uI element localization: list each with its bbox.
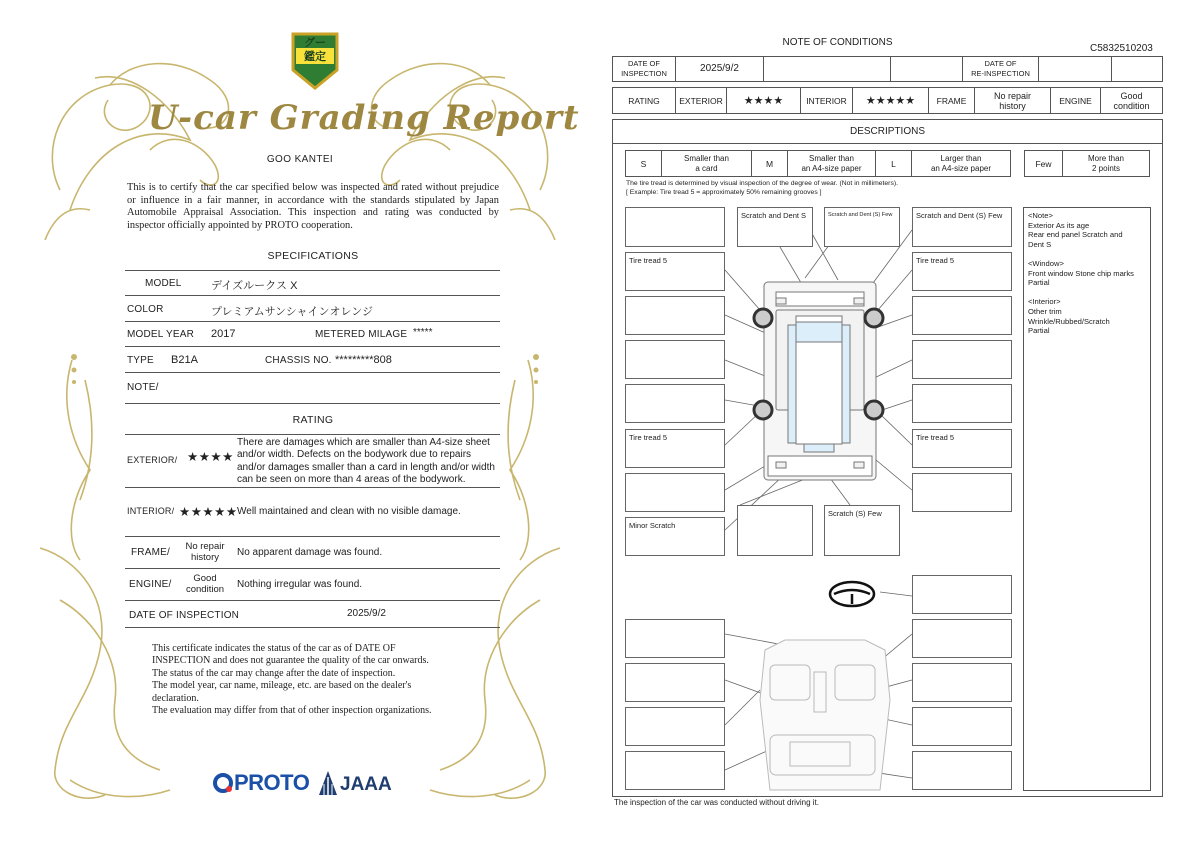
description-box xyxy=(912,340,1012,379)
color-value: プレミアムサンシャインオレンジ xyxy=(211,306,373,318)
footer-line: The model year, car name, mileage, etc. are based on the dealer's xyxy=(152,680,412,692)
descriptions-heading: DESCRIPTIONS xyxy=(612,119,1163,144)
rating-row-engine xyxy=(125,569,500,601)
certificate-footer xyxy=(152,643,497,717)
sheet-code: C5832510203 xyxy=(1090,43,1153,54)
certificate-intro: This is to certify that the car specified below was inspected and rated without prejudice or influence in a fair manner, in accordance with the standards stipulated by Japan Automobile Appraisal Association. This inspection and rating was conducted by inspector officially appointed by PROTO cooperation. xyxy=(127,182,499,231)
box-text: Tire tread 5 xyxy=(916,256,955,265)
chassis-label: CHASSIS NO. xyxy=(265,355,332,366)
description-box xyxy=(737,505,813,556)
frame-label: FRAME/ xyxy=(131,547,170,558)
footer-line: The status of the car may change after the date of inspection. xyxy=(152,667,396,679)
note-line: Dent S xyxy=(1028,239,1052,249)
interior-label: INTERIOR/ xyxy=(127,506,175,516)
frame-value: No repair history xyxy=(185,541,225,563)
model-value: デイズルークス X xyxy=(211,280,298,292)
engine-value: Good condition xyxy=(185,573,225,595)
chassis-value: *********808 xyxy=(335,354,392,366)
footer-line: INSPECTION and does not guarantee the quality of the car onwards. xyxy=(152,655,429,667)
rating-row-frame xyxy=(125,537,500,569)
note-line: Rear end panel Scratch and xyxy=(1028,230,1123,240)
exterior-stars: ★★★★ xyxy=(727,88,801,113)
note-line: Wrinkle/Rubbed/Scratch xyxy=(1028,316,1110,326)
model-year-label: MODEL YEAR xyxy=(127,329,195,340)
engine-description: Nothing irregular was found. xyxy=(237,579,363,590)
exterior-description: There are damages which are smaller than A4-size sheet and/or width. Defects on the bodywork due to repairs and/or damages smaller than a card in length and/or width can be seen on more than 4 areas of the bodywork. xyxy=(237,437,495,486)
date-of-reinspection-label: DATE OF RE-INSPECTION xyxy=(963,57,1039,81)
engine-value: Good condition xyxy=(1113,90,1150,111)
rating-row-interior xyxy=(125,488,500,537)
footer-line: The evaluation may differ from that of other inspection organizations. xyxy=(152,705,432,717)
metered-milage-label: METERED MILAGE xyxy=(315,329,408,340)
interior-view-sketch xyxy=(760,640,890,790)
interior-stars: ★★★★★ xyxy=(853,88,929,113)
description-box xyxy=(625,473,725,512)
box-text: Scratch and Dent (S) Few xyxy=(828,212,893,218)
specifications-heading: SPECIFICATIONS xyxy=(267,250,359,262)
box-text: Scratch and Dent S xyxy=(741,211,807,220)
legend-few-text: More than 2 points xyxy=(1087,153,1125,173)
description-box xyxy=(912,473,1012,512)
proto-logo-icon xyxy=(213,772,233,794)
footer-line: declaration. xyxy=(152,692,199,704)
description-box xyxy=(912,207,1012,247)
legend-l-key: L xyxy=(876,151,912,176)
box-text: Scratch (S) Few xyxy=(828,509,882,518)
metered-milage-value: ***** xyxy=(413,327,433,338)
note-label: NOTE/ xyxy=(127,382,159,393)
note-line: Front window Stone chip marks xyxy=(1028,268,1134,278)
description-box xyxy=(737,207,813,247)
description-box xyxy=(625,619,725,658)
description-box xyxy=(625,663,725,702)
note-line: Other trim xyxy=(1028,306,1062,316)
interior-label: INTERIOR xyxy=(801,88,853,113)
spec-row-color xyxy=(125,296,500,322)
description-box xyxy=(912,619,1012,658)
description-box xyxy=(912,575,1012,614)
car-top-view-outline xyxy=(764,282,876,480)
rating-label: RATING xyxy=(613,88,676,113)
inspection-date-label: DATE OF INSPECTION xyxy=(129,610,240,621)
note-line: <Window> xyxy=(1028,258,1064,268)
description-box xyxy=(912,296,1012,335)
color-label: COLOR xyxy=(127,304,164,315)
description-box xyxy=(625,252,725,291)
legend-l-text: Larger than an A4-size paper xyxy=(930,153,992,173)
interior-description: Well maintained and clean with no visible damage. xyxy=(237,506,461,517)
note-of-conditions-sheet xyxy=(600,0,1200,848)
spec-row-year xyxy=(125,322,500,347)
proto-logo-text: PROTO xyxy=(234,770,310,795)
model-label: MODEL xyxy=(145,278,182,289)
tire-note: The tire tread is determined by visual inspection of the degree of wear. (Not in millimeters). xyxy=(626,180,898,187)
steering-wheel-icon xyxy=(830,582,874,606)
frame-value: No repair history xyxy=(975,88,1051,113)
tire-example: [ Example: Tire tread 5 = approximately 50% remaining grooves ] xyxy=(626,189,822,196)
jaaa-logo-text: JAAA xyxy=(340,774,392,795)
goo-kantei-badge-logo xyxy=(287,30,343,92)
legend-s-key: S xyxy=(626,151,662,176)
description-box xyxy=(912,751,1012,790)
spec-row-type xyxy=(125,347,500,373)
description-box xyxy=(912,384,1012,423)
certificate-title: U-car Grading Report xyxy=(148,98,580,138)
legend-s-text: Smaller than a card xyxy=(662,151,752,176)
frame-label: FRAME xyxy=(929,88,975,113)
date-of-inspection-label: DATE OF INSPECTION xyxy=(613,57,676,81)
legend-m-text: Smaller than an A4-size paper xyxy=(788,151,876,176)
footer-line: This certificate indicates the status of the car as of DATE OF xyxy=(152,643,396,654)
note-line: Partial xyxy=(1028,326,1050,336)
type-label: TYPE xyxy=(127,355,154,366)
inspection-date-row xyxy=(125,601,500,628)
note-line: Exterior As its age xyxy=(1028,220,1090,230)
sheet-title: NOTE OF CONDITIONS xyxy=(782,37,893,48)
date-of-inspection-value: 2025/9/2 xyxy=(676,57,764,81)
description-box xyxy=(625,707,725,746)
badge-text: グー 鑑定 xyxy=(304,37,326,63)
model-year-value: 2017 xyxy=(211,328,236,340)
exterior-stars: ★★★★ xyxy=(187,450,234,464)
rating-heading: RATING xyxy=(292,414,334,426)
box-text: Tire tread 5 xyxy=(629,433,668,442)
description-box xyxy=(824,505,900,556)
exterior-label: EXTERIOR/ xyxy=(127,455,178,465)
box-text: Tire tread 5 xyxy=(629,256,668,265)
interior-stars: ★★★★★ xyxy=(179,505,238,519)
description-box xyxy=(625,207,725,247)
legend-m-key: M xyxy=(752,151,788,176)
description-box xyxy=(912,707,1012,746)
box-text: Scratch and Dent (S) Few xyxy=(916,211,1003,220)
engine-label: ENGINE/ xyxy=(129,579,172,590)
note-line: Partial xyxy=(1028,278,1050,288)
organization-name: GOO KANTEI xyxy=(266,154,334,165)
frame-description: No apparent damage was found. xyxy=(237,547,383,558)
description-box xyxy=(625,384,725,423)
note-line: <Note> xyxy=(1028,211,1053,220)
box-text: Tire tread 5 xyxy=(916,433,955,442)
description-box xyxy=(912,429,1012,468)
description-box xyxy=(625,429,725,468)
rating-row-exterior xyxy=(125,434,500,488)
exterior-label: EXTERIOR xyxy=(676,88,727,113)
note-line: <Interior> xyxy=(1028,297,1061,307)
description-box xyxy=(625,517,725,556)
description-box xyxy=(625,340,725,379)
box-text: Minor Scratch xyxy=(629,521,676,530)
description-box xyxy=(912,252,1012,291)
sheet-footer: The inspection of the car was conducted without driving it. xyxy=(614,798,819,807)
spec-row-note xyxy=(125,373,500,404)
description-box xyxy=(625,751,725,790)
type-value: B21A xyxy=(171,354,198,366)
legend-few-key: Few xyxy=(1025,151,1063,176)
inspection-date-value: 2025/9/2 xyxy=(347,608,386,619)
engine-label: ENGINE xyxy=(1051,88,1101,113)
spec-row-model xyxy=(125,270,500,296)
jaaa-logo-icon xyxy=(318,770,338,796)
description-box xyxy=(912,663,1012,702)
description-box xyxy=(824,207,900,247)
description-box xyxy=(625,296,725,335)
